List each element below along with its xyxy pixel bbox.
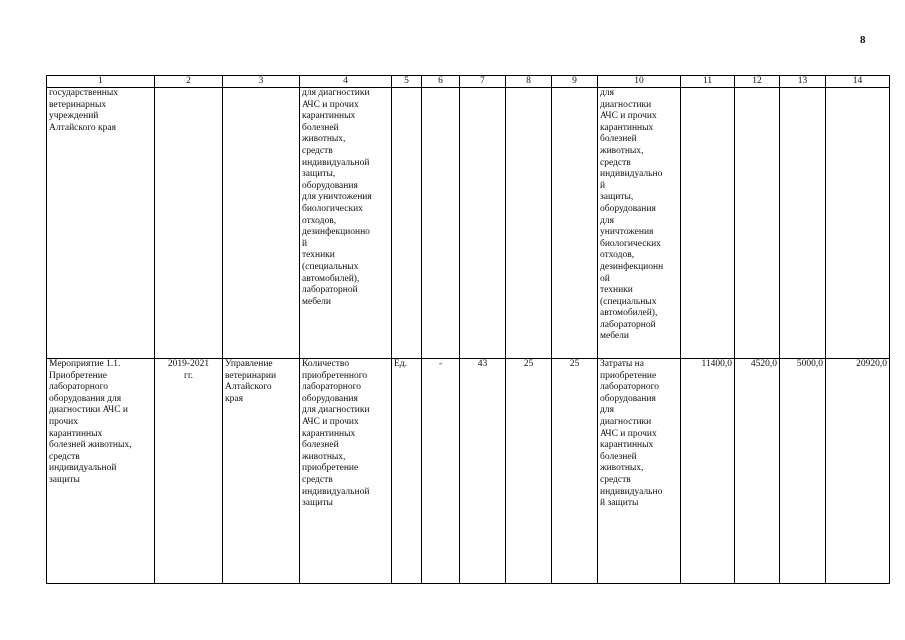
cell-measure-indicator: Количество приобретенного лабораторного оборудования для диагностики АЧС и прочих карантинных болезней животных, приобретение средств индивидуальной защиты bbox=[300, 359, 392, 584]
header-col-14: 14 bbox=[826, 76, 890, 88]
cell-goal-name: государственных ветеринарных учреждений Алтайского края bbox=[47, 88, 155, 359]
cell-measure-name: Мероприятие 1.1. Приобретение лабораторного оборудования для диагностики АЧС и прочих карантинных болезней животных, средств индивидуальной защиты bbox=[47, 359, 155, 584]
cell-cost-11 bbox=[681, 88, 735, 359]
cell-measure-result: Затраты на приобретение лабораторного оборудования для диагностики АЧС и прочих карантинных болезней животных, средств индивидуально й защиты bbox=[598, 359, 681, 584]
header-col-3: 3 bbox=[223, 76, 300, 88]
header-col-8: 8 bbox=[506, 76, 552, 88]
header-col-4: 4 bbox=[300, 76, 392, 88]
cell-measure-cost-total: 20920,0 bbox=[826, 359, 890, 584]
cell-measure-value-6: - bbox=[422, 359, 460, 584]
cell-measure-cost-12: 4520,0 bbox=[735, 359, 780, 584]
program-measures-table bbox=[46, 75, 890, 584]
header-col-5: 5 bbox=[392, 76, 422, 88]
cell-value-7 bbox=[460, 88, 506, 359]
header-col-12: 12 bbox=[735, 76, 780, 88]
cell-measure-value-8: 25 bbox=[506, 359, 552, 584]
page-number: 8 bbox=[860, 34, 866, 46]
cell-cost-13 bbox=[780, 88, 826, 359]
cell-measure-value-9: 25 bbox=[552, 359, 598, 584]
cell-cost-total bbox=[826, 88, 890, 359]
table-row-continuation bbox=[47, 88, 890, 359]
cell-executor bbox=[223, 88, 300, 359]
header-col-7: 7 bbox=[460, 76, 506, 88]
header-col-2: 2 bbox=[155, 76, 223, 88]
header-row bbox=[47, 76, 890, 88]
cell-measure-executor: Управление ветеринарии Алтайского края bbox=[223, 359, 300, 584]
header-col-9: 9 bbox=[552, 76, 598, 88]
header-col-10: 10 bbox=[598, 76, 681, 88]
cell-value-6 bbox=[422, 88, 460, 359]
table-row-measure-1-1 bbox=[47, 359, 890, 584]
header-col-1: 1 bbox=[47, 76, 155, 88]
cell-unit bbox=[392, 88, 422, 359]
cell-measure-unit: Ед. bbox=[392, 359, 422, 584]
cell-period bbox=[155, 88, 223, 359]
cell-value-8 bbox=[506, 88, 552, 359]
cell-measure-value-7: 43 bbox=[460, 359, 506, 584]
header-col-13: 13 bbox=[780, 76, 826, 88]
cell-measure-cost-13: 5000,0 bbox=[780, 359, 826, 584]
cell-value-9 bbox=[552, 88, 598, 359]
cell-measure-period: 2019-2021 гг. bbox=[155, 359, 223, 584]
header-col-11: 11 bbox=[681, 76, 735, 88]
cell-indicator: для диагностики АЧС и прочих карантинных болезней животных, средств индивидуальной защиты, оборудования для уничтожения биологических отходов, дезинфекционно й техники (специальных автомобилей), лабораторной мебели bbox=[300, 88, 392, 359]
header-col-6: 6 bbox=[422, 76, 460, 88]
cell-cost-12 bbox=[735, 88, 780, 359]
cell-measure-cost-11: 11400,0 bbox=[681, 359, 735, 584]
cell-result: для диагностики АЧС и прочих карантинных болезней животных, средств индивидуально й защиты, оборудования для уничтожения биологических отходов, дезинфекционн ой техники (специальных автомобилей), лабораторной мебели bbox=[598, 88, 681, 359]
